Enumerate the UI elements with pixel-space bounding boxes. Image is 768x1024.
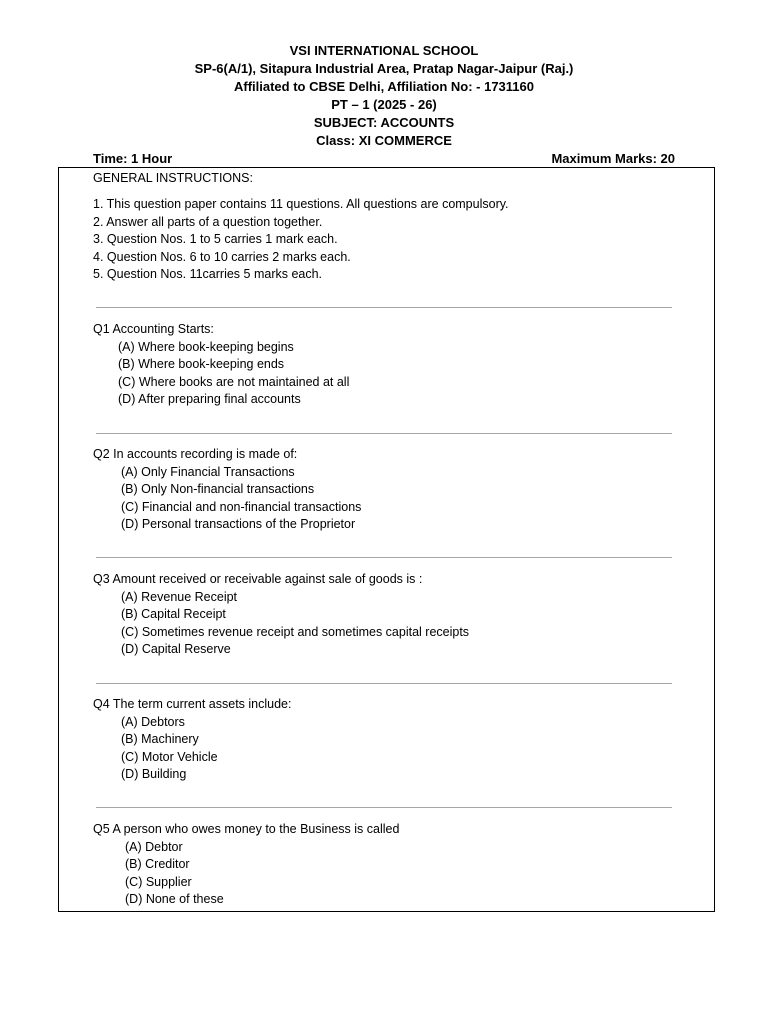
option: (D) None of these [125, 892, 224, 906]
instruction-item: 3. Question Nos. 1 to 5 carries 1 mark each. [93, 232, 338, 246]
question-text: Q2 In accounts recording is made of: [93, 447, 298, 461]
exam-time: Time: 1 Hour [93, 151, 173, 166]
section-divider [96, 433, 672, 434]
options-list [93, 714, 291, 784]
option: (D) Capital Reserve [121, 642, 231, 656]
option: (C) Sometimes revenue receipt and sometimes capital receipts [121, 624, 470, 639]
option: (C) Financial and non-financial transactions [121, 499, 362, 514]
school-name: VSI INTERNATIONAL SCHOOL [289, 43, 479, 58]
class-name: Class: XI COMMERCE [316, 133, 452, 148]
option: (D) After preparing final accounts [118, 392, 301, 406]
question-text: Q5 A person who owes money to the Business is called [93, 822, 400, 836]
section-divider [96, 307, 672, 308]
section-divider [96, 807, 672, 808]
options-list [93, 464, 361, 534]
option: (B) Creditor [125, 857, 190, 871]
question-text: Q4 The term current assets include: [93, 697, 292, 711]
option: (B) Machinery [121, 732, 199, 746]
option: (A) Debtors [121, 714, 185, 729]
option: (B) Only Non-financial transactions [121, 482, 315, 496]
question-1 [93, 321, 349, 409]
question-5 [93, 821, 399, 909]
option: (A) Only Financial Transactions [121, 464, 295, 479]
instructions-list [93, 196, 509, 284]
section-divider [96, 557, 672, 558]
question-2 [93, 446, 361, 534]
question-3 [93, 571, 469, 659]
option: (B) Where book-keeping ends [118, 357, 285, 371]
school-address: SP-6(A/1), Sitapura Industrial Area, Pratap Nagar-Jaipur (Raj.) [194, 61, 574, 76]
options-list [93, 839, 399, 909]
subject: SUBJECT: ACCOUNTS [313, 115, 455, 130]
instruction-item: 2. Answer all parts of a question together. [93, 214, 323, 229]
question-text: Q3 Amount received or receivable against sale of goods is : [93, 572, 423, 586]
affiliation: Affiliated to CBSE Delhi, Affiliation No: - 1731160 [233, 79, 534, 94]
instruction-item: 5. Question Nos. 11carries 5 marks each. [93, 267, 323, 281]
option: (B) Capital Receipt [121, 607, 226, 621]
question-paper-box [58, 167, 715, 912]
document-header [0, 42, 768, 150]
option: (A) Where book-keeping begins [118, 339, 294, 354]
section-divider [96, 683, 672, 684]
options-list [93, 589, 469, 659]
option: (C) Supplier [125, 874, 192, 889]
option: (A) Debtor [125, 839, 183, 854]
test-name: PT – 1 (2025 - 26) [331, 97, 437, 112]
instruction-item: 4. Question Nos. 6 to 10 carries 2 marks each. [93, 249, 351, 264]
options-list [93, 339, 349, 409]
question-text: Q1 Accounting Starts: [93, 322, 214, 336]
instruction-item: 1. This question paper contains 11 questions. All questions are compulsory. [93, 197, 509, 211]
instructions-title: GENERAL INSTRUCTIONS: [93, 171, 253, 185]
question-4 [93, 696, 291, 784]
option: (D) Building [121, 767, 187, 781]
option: (C) Where books are not maintained at all [118, 374, 350, 389]
option: (A) Revenue Receipt [121, 589, 238, 604]
option: (C) Motor Vehicle [121, 749, 218, 764]
option: (D) Personal transactions of the Proprietor [121, 517, 356, 531]
max-marks: Maximum Marks: 20 [551, 151, 675, 166]
